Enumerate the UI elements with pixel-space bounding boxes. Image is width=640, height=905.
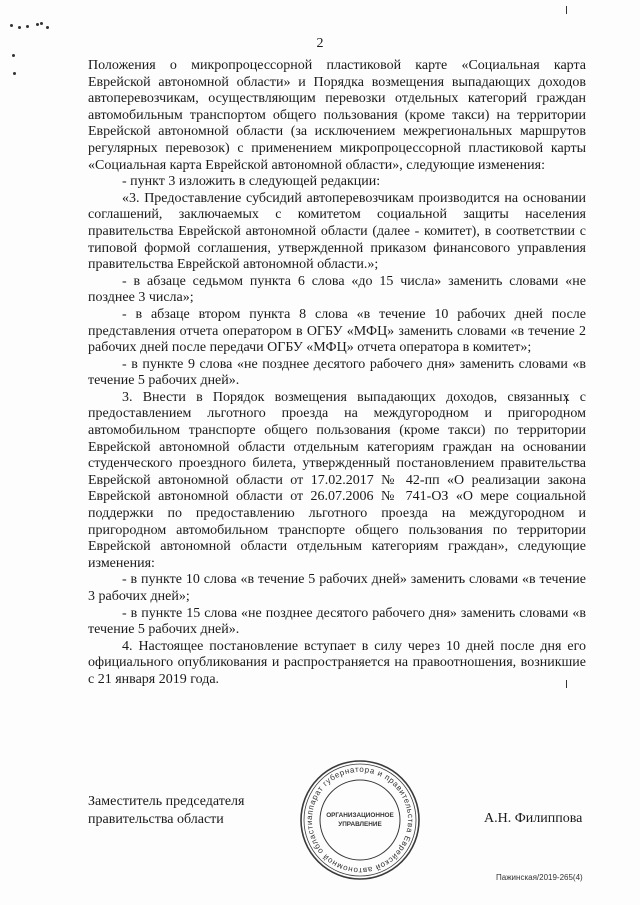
paragraph: - в абзаце седьмом пункта 6 слова «до 15 числа» заменить словами «не позднее 3 числа»;: [88, 273, 586, 306]
paragraph: - пункт 3 изложить в следующей редакции:: [122, 174, 381, 190]
page-number: 2: [316, 36, 324, 51]
svg-text:аппарат губернатора и правител: [305, 765, 415, 875]
paragraph: - в пункте 15 слова «не позднее десятого рабочего дня» заменить словами «в течение 5 рабочих дней».: [88, 605, 586, 638]
paragraph: - в пункте 10 слова «в течение 5 рабочих дней» заменить словами «в течение 3 рабочих дней»;: [88, 572, 586, 604]
stamp-center-line: УПРАВЛЕНИЕ: [338, 821, 382, 828]
signature-title: [88, 793, 244, 829]
paragraph: 3. Внести в Порядок возмещения выпадающих доходов, связанных с предоставлением льготного проезда на междугородном и пригородном автомобильном транспорте общего пользования (кроме такси) по территории Еврейской автономной области отдельным категориям граждан на основании студенческого проездного билета, утвержденный постановлением правительства Еврейской автономной области от 17.02.2017 № 42-пп «О реализации закона Еврейской автономной области от 26.07.2006 № 741-ОЗ «О мере социальной поддержки по предоставлению льготного проезда на междугородном и пригородном автомобильном транспорте общего пользования по территории Еврейской автономной области отдельным категориям граждан», следующие изменения:: [88, 389, 586, 571]
official-stamp: [298, 758, 422, 882]
scan-mark: [566, 6, 567, 14]
paragraph: Положения о микропроцессорной пластиковой карте «Социальная карта Еврейской автономной области» и Порядка возмещения выпадающих доходов автоперевозчикам, осуществляющим перевозки отдельных категорий граждан автомобильным транспортом общего пользования (кроме такси) на территории Еврейской автономной области (за исключением межрегиональных маршрутов регулярных перевозок) с применением микропроцессорной пластиковой карты «Социальная карта Еврейской автономной области», следующие изменения:: [88, 58, 586, 173]
paragraph: - в абзаце втором пункта 8 слова «в течение 10 рабочих дней после представления отчета оператором в ОГБУ «МФЦ» заменить словами «в течение 2 рабочих дней после передачи ОГБУ «МФЦ» отчета оператора в комитет»;: [88, 306, 586, 356]
paragraph: - в пункте 9 слова «не позднее десятого рабочего дня» заменить словами «в течение 5 рабочих дней».: [88, 356, 586, 389]
stamp-ring-text: аппарат губернатора и правительства Еврейской автономной области: [304, 764, 416, 876]
signature-title-line: правительства области: [88, 812, 224, 827]
signer-name: А.Н. Филиппова: [484, 811, 583, 826]
stamp-center-line: ОРГАНИЗАЦИОННОЕ: [326, 812, 394, 819]
footer-reference: Пажинская/2019-265(4): [496, 873, 583, 882]
signature-title-line: Заместитель председателя: [88, 794, 245, 809]
paragraph: 4. Настоящее постановление вступает в силу через 10 дней после дня его официального опубликования и распространяется на правоотношения, возникшие с 21 января 2019 года.: [88, 638, 586, 687]
document-body: [88, 58, 586, 689]
paragraph: «3. Предоставление субсидий автоперевозчикам производится на основании соглашений, заключаемых с комитетом социальной защиты населения правительства Еврейской автономной области (далее - комитет), в соответствии с типовой формой соглашения, утвержденной приказом финансового управления правительства Еврейской автономной области.»;: [88, 190, 586, 273]
